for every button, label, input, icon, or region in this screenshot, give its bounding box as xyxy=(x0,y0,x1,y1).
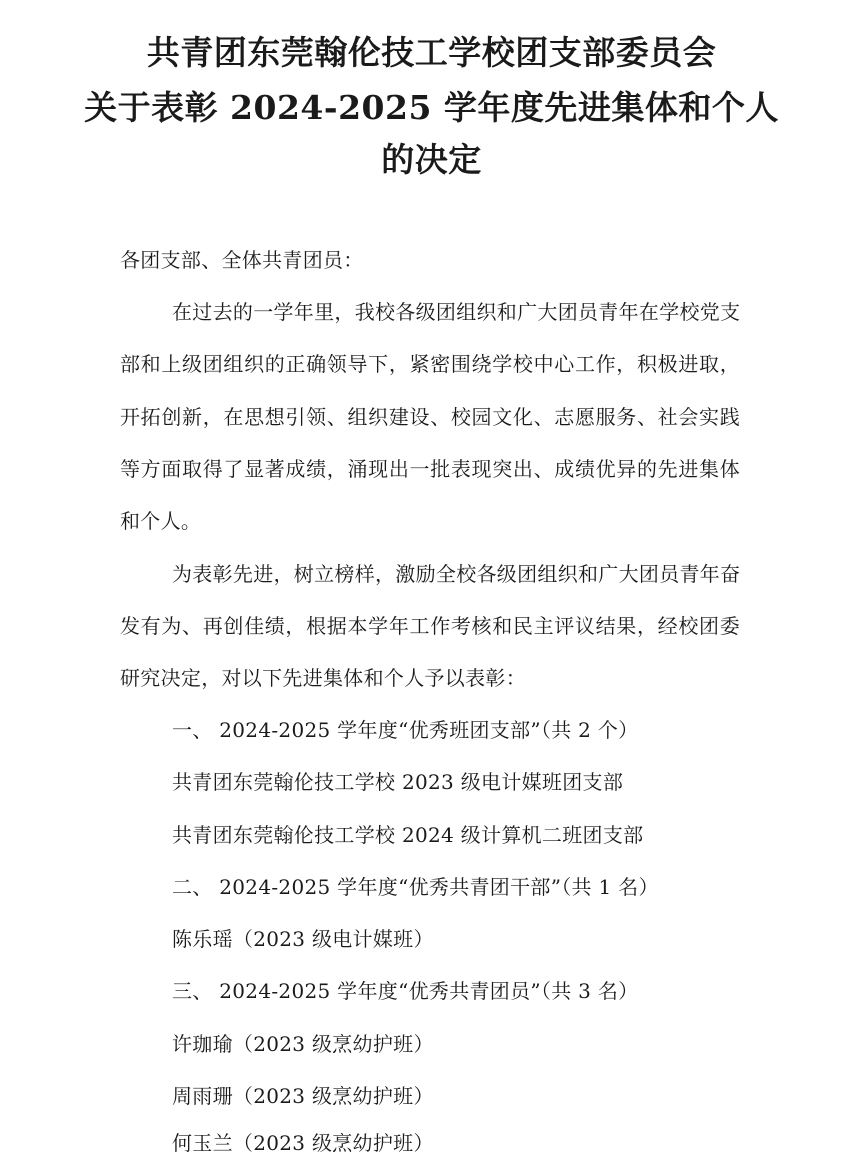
paragraph-2-line-2: 发有为、再创佳绩，根据本学年工作考核和民主评议结果，经校团委 xyxy=(120,614,740,638)
paragraph-1-line-3: 开拓创新，在思想引领、组织建设、校园文化、志愿服务、社会实践 xyxy=(120,405,740,429)
award-section-3-item: 许珈瑜（2023 级烹幼护班） xyxy=(172,1032,434,1056)
award-section-1-item: 共青团东莞翰伦技工学校 2024 级计算机二班团支部 xyxy=(172,823,644,847)
award-section-3-item: 何玉兰（2023 级烹幼护班） xyxy=(172,1131,434,1155)
title-line-3: 的决定 xyxy=(381,140,482,179)
award-section-1-item: 共青团东莞翰伦技工学校 2023 级电计媒班团支部 xyxy=(172,770,624,794)
paragraph-1-line-5: 和个人。 xyxy=(120,509,202,533)
award-section-2-item: 陈乐瑶（2023 级电计媒班） xyxy=(172,927,434,951)
paragraph-1-line-2: 部和上级团组织的正确领导下，紧密围绕学校中心工作，积极进取， xyxy=(120,352,740,376)
paragraph-2-line-1: 为表彰先进，树立榜样，激励全校各级团组织和广大团员青年奋 xyxy=(172,562,741,586)
paragraph-2-line-3: 研究决定，对以下先进集体和个人予以表彰： xyxy=(120,666,526,690)
award-section-1-heading: 一、 2024-2025 学年度“优秀班团支部”（共 2 个） xyxy=(172,718,639,742)
award-section-3-heading: 三、 2024-2025 学年度“优秀共青团员”（共 3 名） xyxy=(172,979,639,1003)
award-section-2-heading: 二、 2024-2025 学年度“优秀共青团干部”（共 1 名） xyxy=(172,875,659,899)
title-line-2: 关于表彰 2024-2025 学年度先进集体和个人 xyxy=(84,88,779,127)
title-line-1: 共青团东莞翰伦技工学校团支部委员会 xyxy=(146,33,717,72)
paragraph-1-line-1: 在过去的一学年里，我校各级团组织和广大团员青年在学校党支 xyxy=(172,300,741,324)
salutation: 各团支部、全体共青团员： xyxy=(120,248,364,272)
paragraph-1-line-4: 等方面取得了显著成绩，涌现出一批表现突出、成绩优异的先进集体 xyxy=(120,457,740,481)
award-section-3-item: 周雨珊（2023 级烹幼护班） xyxy=(172,1084,434,1108)
